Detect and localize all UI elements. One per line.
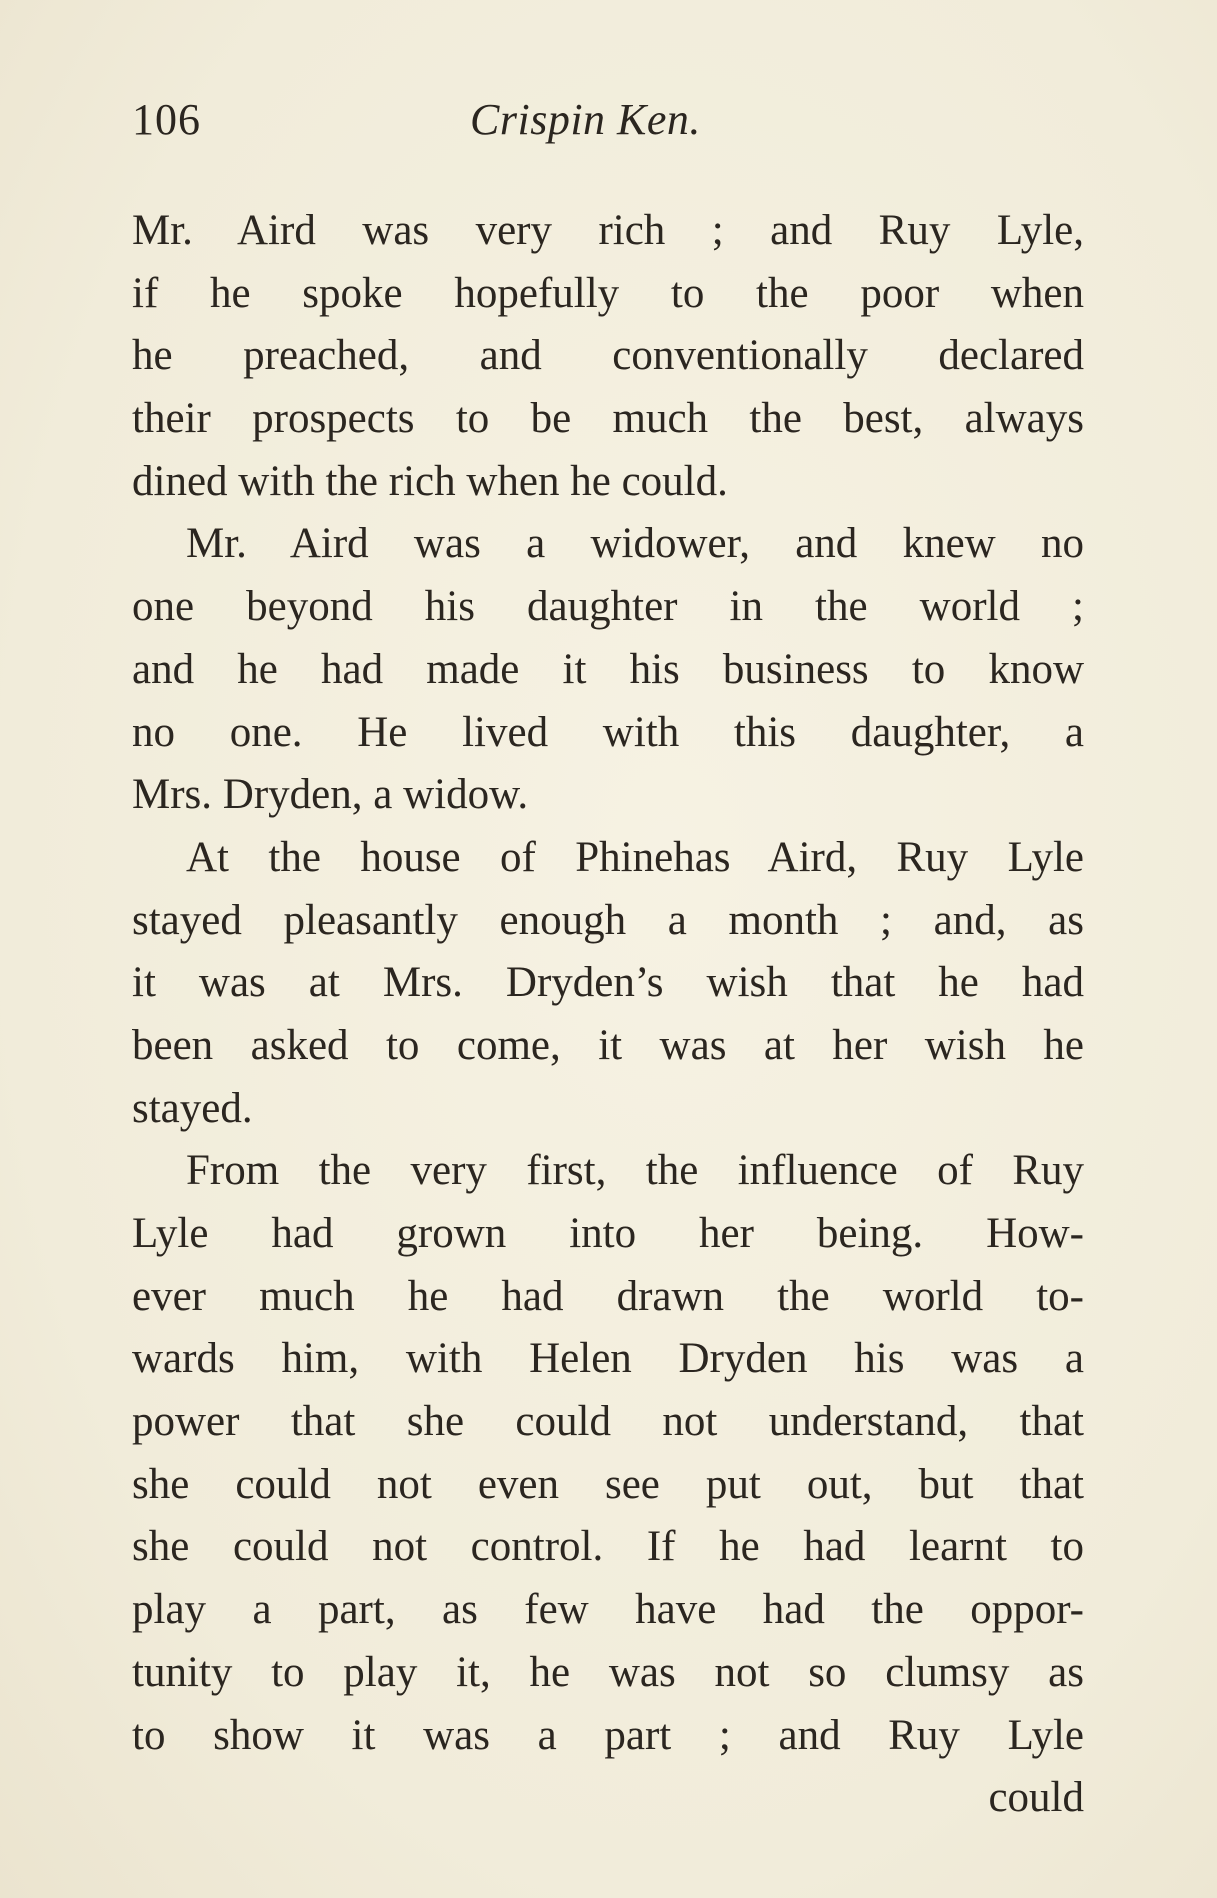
text-line: Mrs. Dryden, a widow. [132, 771, 529, 819]
text-line: wards him, with Helen Dryden his was a [132, 1335, 1084, 1383]
text-line: she could not control. If he had learnt to [132, 1523, 1084, 1571]
text-line: Mr. Aird was very rich ; and Ruy Lyle, [132, 207, 1084, 254]
text-line: tunity to play it, he was not so clumsy as [132, 1648, 1084, 1696]
text-line: she could not even see put out, but that [132, 1460, 1084, 1508]
text-line: stayed pleasantly enough a month ; and, as [132, 896, 1084, 944]
text-line: At the house of Phinehas Aird, Ruy Lyle [186, 833, 1084, 881]
text-line: Mr. Aird was a widower, and knew no [186, 520, 1084, 568]
text-line: to show it was a part ; and Ruy Lyle [132, 1711, 1084, 1759]
text-line: and he had made it his business to know [132, 645, 1084, 693]
text-line: ever much he had drawn the world to- [132, 1272, 1084, 1320]
text-line: it was at Mrs. Dryden’s wish that he had [132, 959, 1084, 1007]
running-title: Crispin Ken. [470, 95, 701, 144]
text-line: Lyle had grown into her being. How- [132, 1210, 1084, 1257]
text-line: one beyond his daughter in the world ; [132, 583, 1084, 631]
text-line: dined with the rich when he could. [132, 457, 728, 505]
text-line: play a part, as few have had the oppor- [132, 1586, 1084, 1634]
page-header [132, 94, 1092, 154]
text-line: if he spoke hopefully to the poor when [132, 269, 1084, 317]
text-line: no one. He lived with this daughter, a [132, 708, 1084, 756]
text-line: power that she could not understand, that [132, 1398, 1084, 1446]
text-line: From the very first, the influence of Ruy [186, 1147, 1084, 1195]
text-line: been asked to come, it was at her wish he [132, 1021, 1084, 1069]
text-line: their prospects to be much the best, always [132, 395, 1084, 443]
text-line: he preached, and conventionally declared [132, 332, 1084, 380]
text-line: stayed. [132, 1084, 253, 1132]
body-text [132, 200, 1084, 1830]
page-number: 106 [132, 95, 201, 144]
text-line: could [988, 1774, 1084, 1822]
